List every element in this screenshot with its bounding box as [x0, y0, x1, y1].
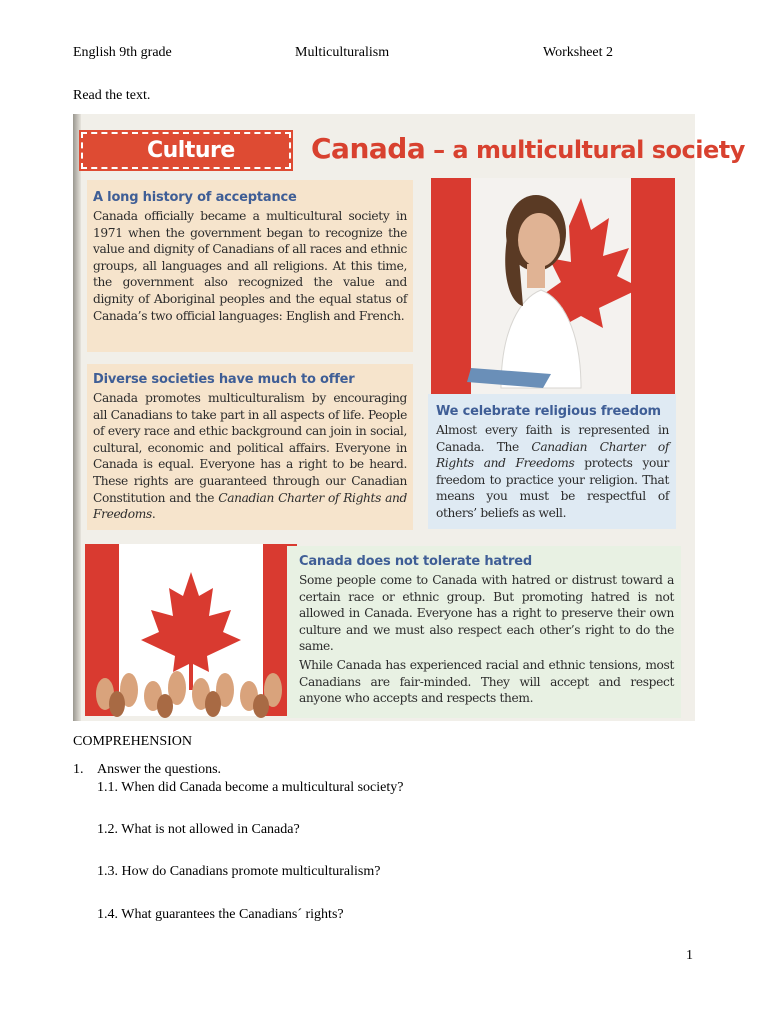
section-heading: We celebrate religious freedom	[436, 404, 661, 419]
page-number: 1	[686, 948, 693, 963]
body-text: Canada promotes multiculturalism by encouraging all Canadians to take part in all aspects of life. People of every race and ethic background can join in social, cultural, economic and political affairs. Everyone in Canada is equal. Everyone has a right to be heard. These rights are guaranteed through our Canadian Constitution and the	[93, 391, 407, 505]
instruction: Read the text.	[73, 88, 151, 103]
section-no-hatred	[287, 546, 681, 718]
scan-title	[311, 132, 745, 165]
question-1-1: 1.1. When did Canada become a multicultural society?	[97, 780, 404, 795]
section-long-history	[87, 180, 413, 352]
section-body	[436, 422, 669, 522]
textbook-scan	[73, 114, 745, 721]
section-heading: A long history of acceptance	[93, 190, 297, 205]
question-1-2: 1.2. What is not allowed in Canada?	[97, 822, 300, 837]
question-1-4: 1.4. What guarantees the Canadians´ rights?	[97, 907, 344, 922]
flag-and-hands-photo	[85, 544, 297, 716]
header-topic: Multiculturalism	[295, 45, 390, 60]
woman-with-flag-photo	[431, 178, 675, 396]
question-1-3: 1.3. How do Canadians promote multiculturalism?	[97, 864, 381, 879]
charter-title: Canadian Charter of Rights and Freedoms	[436, 439, 669, 471]
scan-spine-shadow	[73, 114, 81, 721]
task-instruction: Answer the questions.	[97, 762, 222, 777]
header-worksheet: Worksheet 2	[543, 45, 614, 60]
culture-tab: Culture	[81, 132, 291, 169]
section-body	[93, 390, 407, 523]
section-body: Canada officially became a multicultural society in 1971 when the government began to recognize the value and dignity of Canadians of all races and ethnic groups, all languages and all religions. At this time, the government also recognized the value and dignity of Aboriginal peoples and the equal status of Canada’s two official languages: English and French.	[93, 209, 407, 323]
body-text: Almost every faith is represented in Canada. The	[436, 423, 669, 454]
scan-title-rest: – a multicultural society	[425, 136, 745, 164]
section-body-para1: Some people come to Canada with hatred or distrust toward a certain race or ethnic group. But promoting hatred is not allowed in Canada. Everyone has a right to preserve their own culture and we must also respect each other’s right to do the same.	[299, 573, 674, 654]
body-text-end: protects your freedom to practice your religion. That means you must be respectful of others’ beliefs as well.	[436, 456, 669, 520]
section-heading: Diverse societies have much to offer	[93, 372, 355, 387]
section-religious-freedom	[428, 394, 676, 529]
body-text-end: .	[151, 507, 156, 522]
scan-title-prefix: Canada	[311, 132, 426, 165]
section-heading: Canada does not tolerate hatred	[299, 554, 532, 569]
header-grade: English 9th grade	[73, 45, 172, 60]
section-body-para2: While Canada has experienced racial and ethnic tensions, most Canadians are fair-minded. They will accept and respect anyone who accepts and respects them.	[299, 657, 674, 706]
comprehension-title: COMPREHENSION	[73, 734, 193, 749]
section-diverse-societies	[87, 364, 413, 530]
charter-title: Canadian Charter of Rights and Freedoms	[93, 490, 407, 522]
task-number: 1.	[73, 762, 84, 777]
